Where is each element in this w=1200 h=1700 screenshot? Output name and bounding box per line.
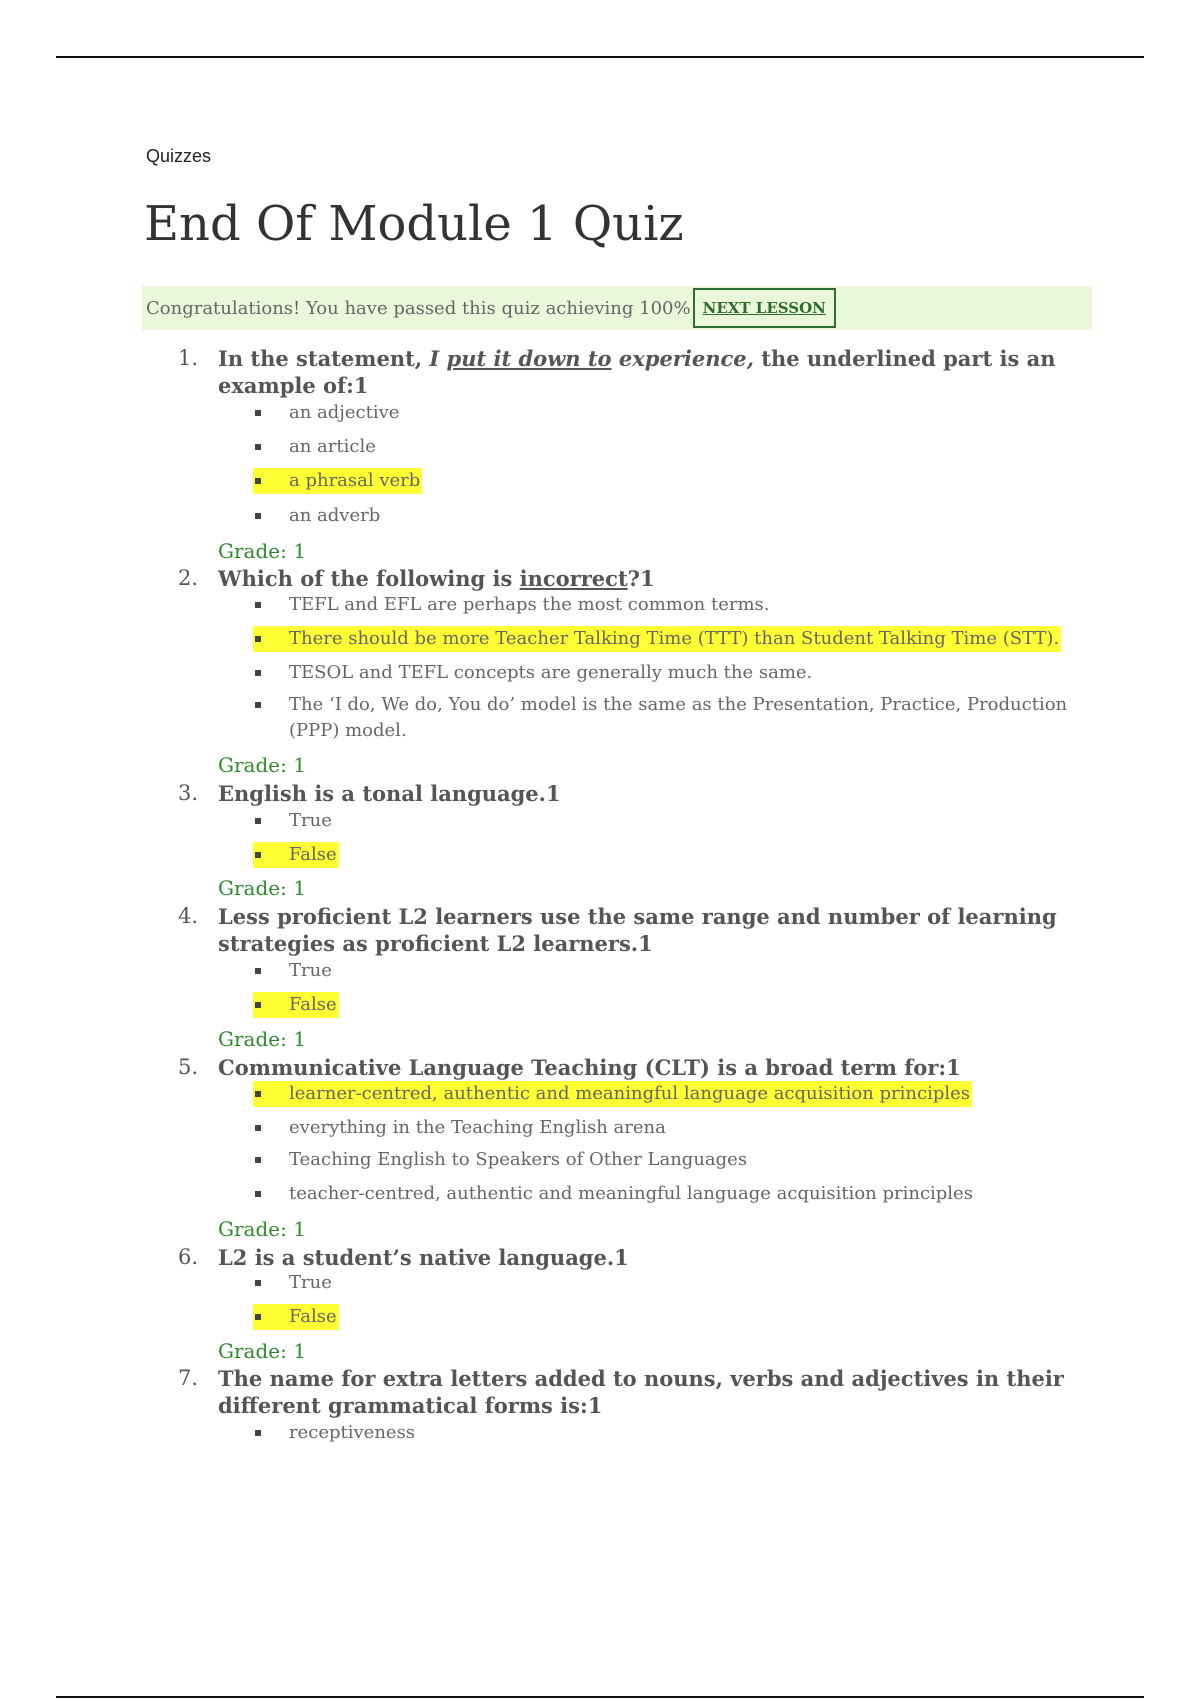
- answer-option: True: [253, 808, 334, 834]
- bullet-icon: [255, 602, 261, 608]
- bullet-icon: [255, 702, 261, 708]
- bullet-icon: [255, 1430, 261, 1436]
- question-number: 3.: [178, 781, 199, 805]
- bullet-icon: [255, 670, 261, 676]
- question-number: 7.: [178, 1366, 199, 1390]
- question-number: 1.: [178, 346, 199, 370]
- underlined-phrase: put it down to: [446, 346, 612, 371]
- question-text-part: I: [429, 346, 447, 371]
- answer-option-correct: False: [253, 1304, 339, 1330]
- bullet-icon: [255, 1091, 261, 1097]
- grade-label: Grade: 1: [218, 1217, 306, 1241]
- bullet-icon: [255, 968, 261, 974]
- question-text-part: ?1: [627, 566, 655, 591]
- question-text: Less proficient L2 learners use the same range and number of learning strategies as proficient L2 learners.1: [218, 904, 1057, 956]
- question-number: 6.: [178, 1245, 199, 1269]
- question-number: 5.: [178, 1055, 199, 1079]
- answer-option: The ‘I do, We do, You do’ model is the same as the Presentation, Practice, Production (PPP) model.: [253, 692, 1083, 744]
- bullet-icon: [255, 513, 261, 519]
- result-message: Congratulations! You have passed this quiz achieving 100%: [146, 297, 691, 319]
- bullet-icon: [255, 1314, 261, 1320]
- question-text: L2 is a student’s native language.1: [218, 1245, 629, 1270]
- question-text: [218, 345, 1088, 399]
- question-text: Communicative Language Teaching (CLT) is a broad term for:1: [218, 1055, 961, 1080]
- grade-label: Grade: 1: [218, 1027, 306, 1051]
- grade-label: Grade: 1: [218, 1339, 306, 1363]
- grade-label: Grade: 1: [218, 539, 306, 563]
- answer-option: receptiveness: [253, 1420, 417, 1446]
- answer-option: Teaching English to Speakers of Other Languages: [253, 1147, 749, 1173]
- bullet-icon: [255, 1157, 261, 1163]
- answer-option: an adjective: [253, 400, 401, 426]
- question-text-part: Which of the following is: [218, 566, 520, 591]
- bullet-icon: [255, 444, 261, 450]
- question-number: 4.: [178, 904, 199, 928]
- bullet-icon: [255, 410, 261, 416]
- bullet-icon: [255, 852, 261, 858]
- bullet-icon: [255, 818, 261, 824]
- grade-label: Grade: 1: [218, 753, 306, 777]
- bullet-icon: [255, 1125, 261, 1131]
- answer-option-correct: a phrasal verb: [253, 468, 422, 494]
- answer-option: True: [253, 958, 334, 984]
- page-title: End Of Module 1 Quiz: [144, 196, 684, 252]
- breadcrumb[interactable]: Quizzes: [146, 146, 212, 166]
- answer-option-correct: There should be more Teacher Talking Time (TTT) than Student Talking Time (STT).: [253, 626, 1061, 652]
- question-number: 2.: [178, 566, 199, 590]
- question-text-part: the underlined part is an example of:1: [218, 346, 1056, 398]
- next-lesson-button[interactable]: NEXT LESSON: [693, 288, 836, 328]
- answer-option: an adverb: [253, 503, 382, 529]
- answer-option: everything in the Teaching English arena: [253, 1115, 668, 1141]
- bullet-icon: [255, 478, 261, 484]
- answer-option: TEFL and EFL are perhaps the most common terms.: [253, 592, 772, 618]
- answer-option: TESOL and TEFL concepts are generally much the same.: [253, 660, 814, 686]
- answer-option-correct: learner-centred, authentic and meaningful language acquisition principles: [253, 1081, 972, 1107]
- bullet-icon: [255, 1280, 261, 1286]
- question-text-part: experience,: [611, 346, 754, 371]
- bullet-icon: [255, 1191, 261, 1197]
- bullet-icon: [255, 636, 261, 642]
- grade-label: Grade: 1: [218, 876, 306, 900]
- underlined-word: incorrect: [519, 566, 628, 591]
- question-text-part: In the statement,: [218, 346, 430, 371]
- answer-option: True: [253, 1270, 334, 1296]
- question-text: English is a tonal language.1: [218, 781, 561, 806]
- question-text: The name for extra letters added to nouns, verbs and adjectives in their different grammatical forms is:1: [218, 1366, 1064, 1418]
- answer-option: teacher-centred, authentic and meaningful language acquisition principles: [253, 1181, 975, 1207]
- answer-option: an article: [253, 434, 378, 460]
- answer-option-correct: False: [253, 842, 339, 868]
- answer-option-correct: False: [253, 992, 339, 1018]
- question-text: [218, 565, 1088, 592]
- bottom-rule: [56, 1696, 1144, 1698]
- bullet-icon: [255, 1002, 261, 1008]
